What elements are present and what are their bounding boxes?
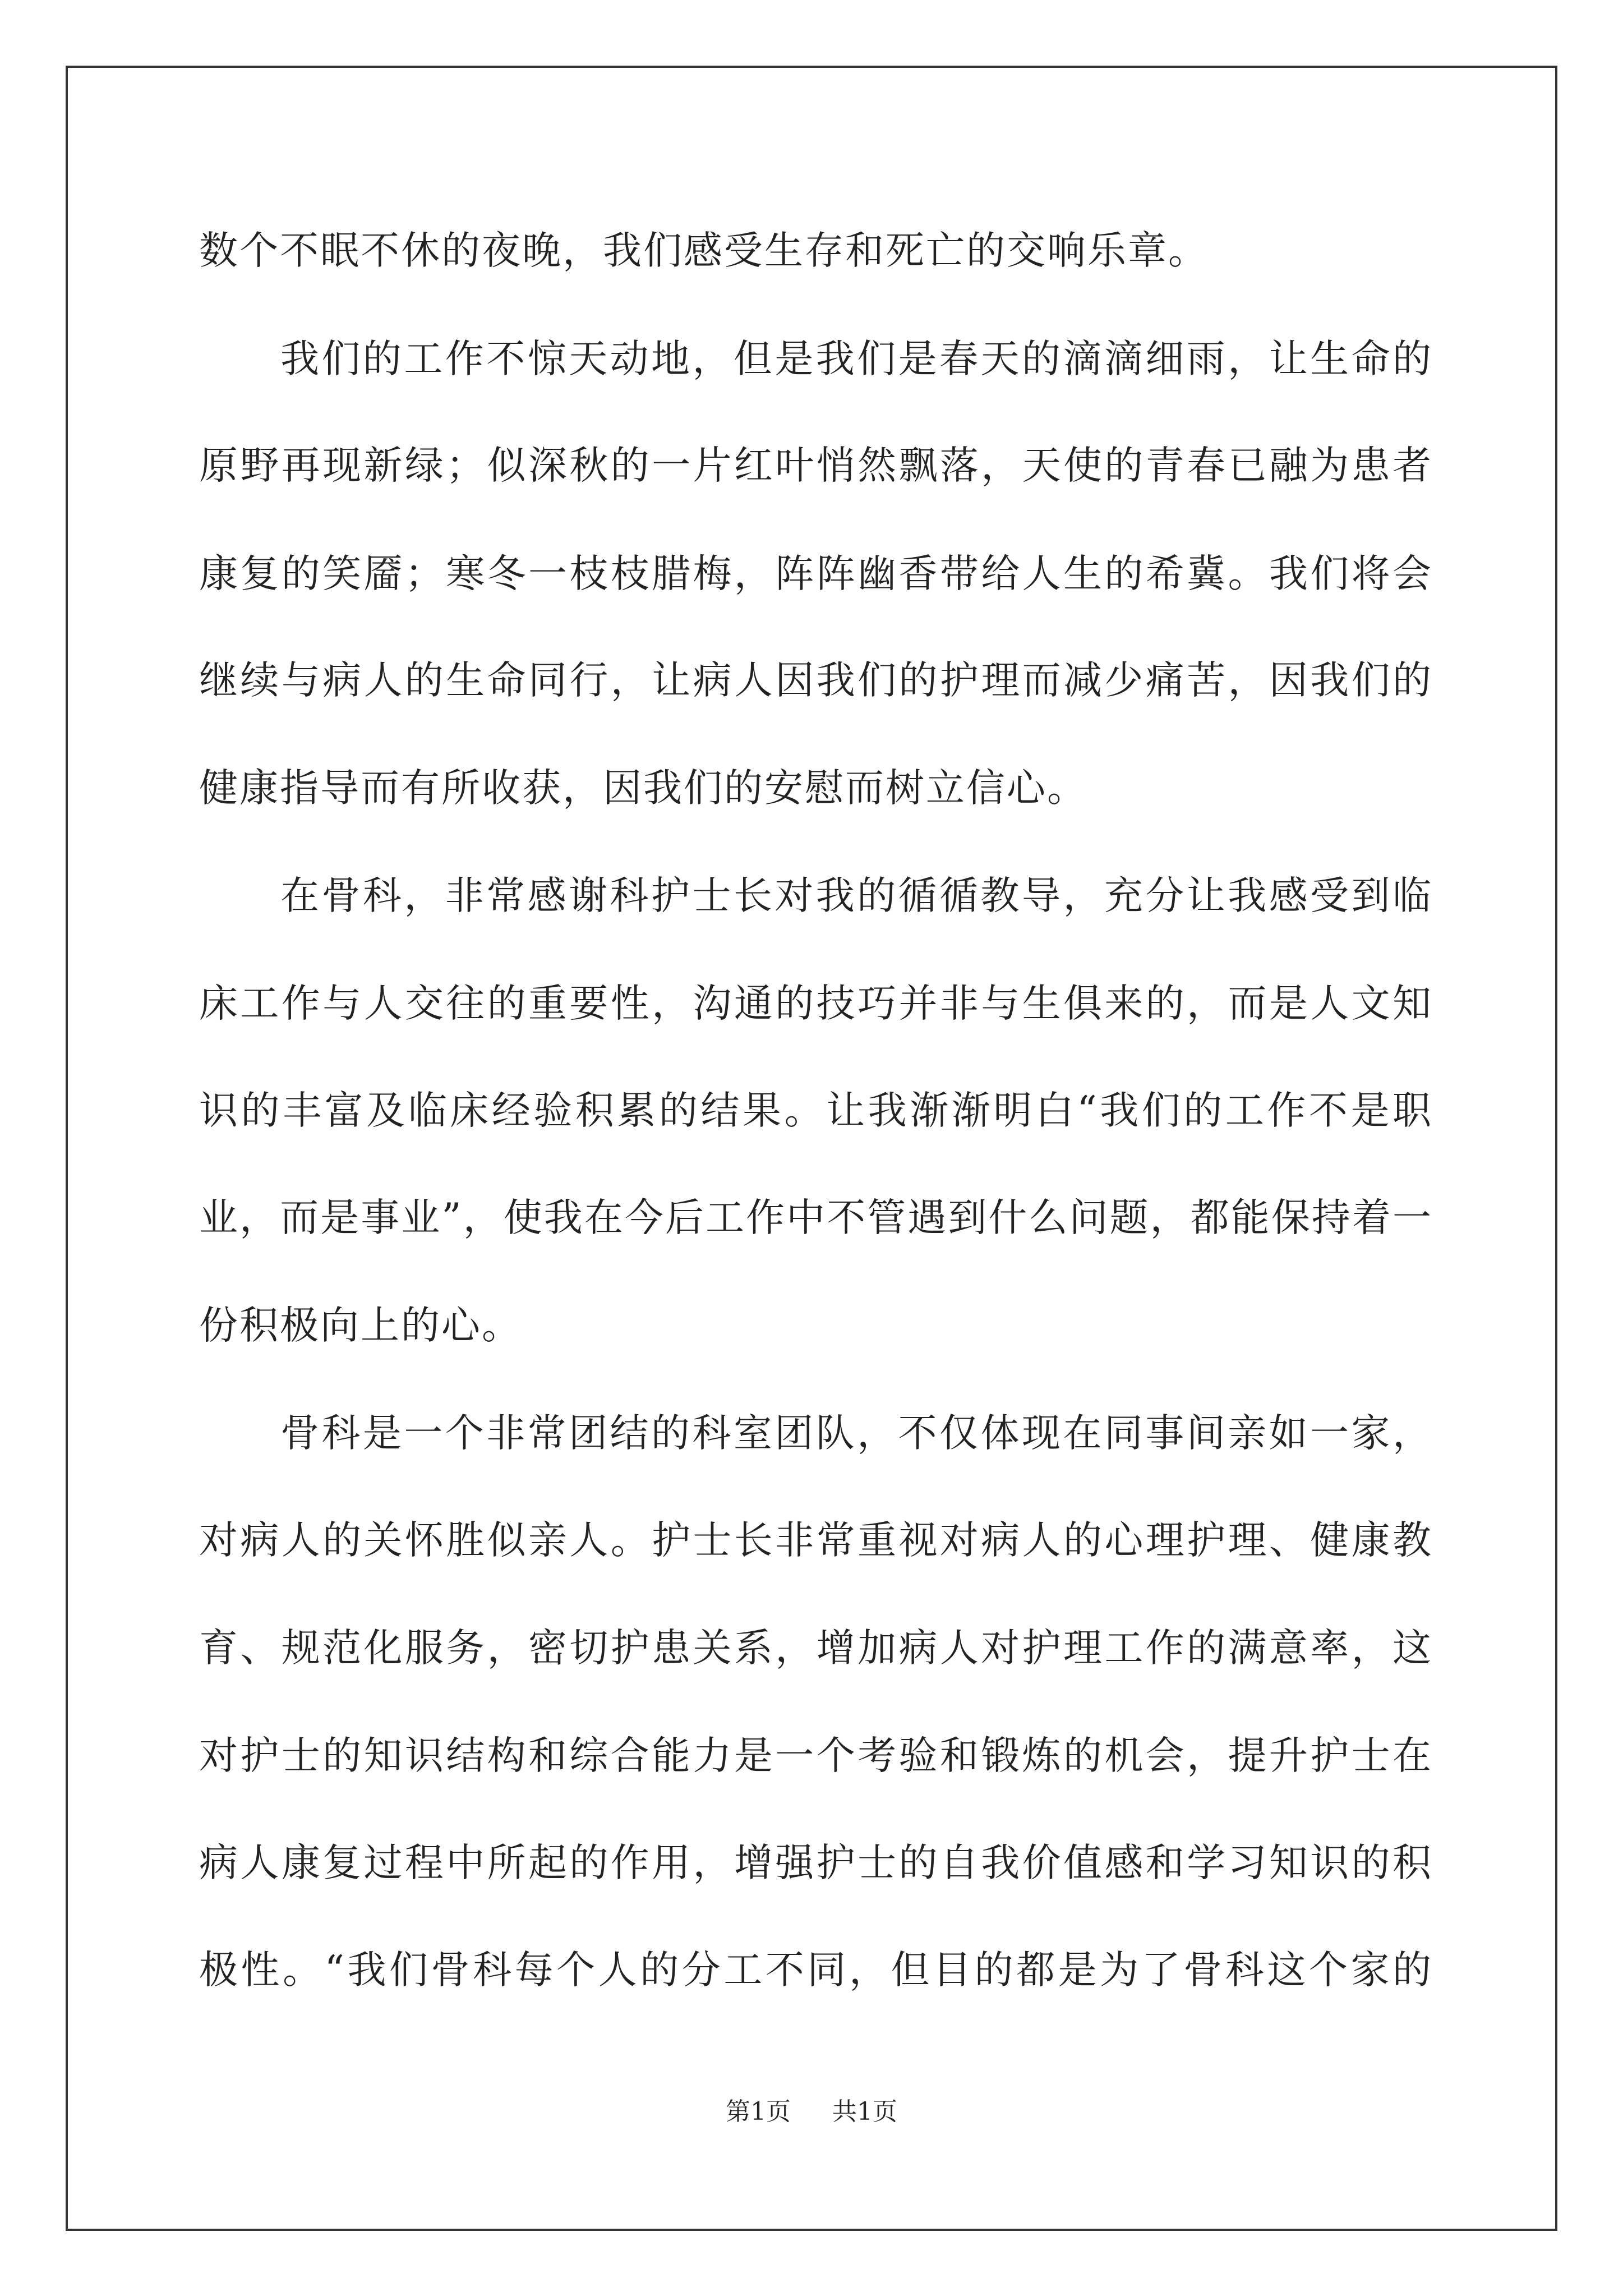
paragraph-2-line-2: 原野再现新绿；似深秋的一片红叶悄然飘落，天使的青春已融为患者 bbox=[199, 443, 1433, 488]
page-number: 第1页 bbox=[726, 2097, 791, 2126]
paragraph-2-line-3: 康复的笑靥；寒冬一枝枝腊梅，阵阵幽香带给人生的希冀。我们将会 bbox=[199, 551, 1433, 596]
paragraph-4-line-2: 对病人的关怀胜似亲人。护士长非常重视对病人的心理护理、健康教 bbox=[199, 1518, 1433, 1563]
paragraph-3-line-4: 业，而是事业”，使我在今后工作中不管遇到什么问题，都能保持着一 bbox=[199, 1195, 1433, 1240]
paragraph-4-line-5: 病人康复过程中所起的作用，增强护士的自我价值感和学习知识的积 bbox=[199, 1841, 1433, 1885]
paragraph-2-line-4: 继续与病人的生命同行，让病人因我们的护理而减少痛苦，因我们的 bbox=[199, 658, 1433, 703]
paragraph-3-line-1: 在骨科，非常感谢科护士长对我的循循教导，充分让我感受到临 bbox=[280, 873, 1433, 918]
paragraph-2-line-1: 我们的工作不惊天动地，但是我们是春天的滴滴细雨，让生命的 bbox=[280, 337, 1433, 381]
paragraph-3-line-5: 份积极向上的心。 bbox=[199, 1303, 522, 1348]
page-total: 共1页 bbox=[832, 2097, 897, 2126]
paragraph-4-line-1: 骨科是一个非常团结的科室团队，不仅体现在同事间亲如一家， bbox=[280, 1411, 1433, 1456]
paragraph-4-line-4: 对护士的知识结构和综合能力是一个考验和锻炼的机会，提升护士在 bbox=[199, 1733, 1433, 1778]
paragraph-2-line-5: 健康指导而有所收获，因我们的安慰而树立信心。 bbox=[199, 766, 1087, 811]
paragraph-4-line-6: 极性。“我们骨科每个人的分工不同，但目的都是为了骨科这个家的 bbox=[199, 1948, 1433, 1993]
page-footer bbox=[0, 2095, 1623, 2129]
page-border bbox=[66, 66, 1557, 2231]
paragraph-3-line-2: 床工作与人交往的重要性，沟通的技巧并非与生俱来的，而是人文知 bbox=[199, 981, 1433, 1026]
paragraph-4-line-3: 育、规范化服务，密切护患关系，增加病人对护理工作的满意率，这 bbox=[199, 1626, 1433, 1671]
paragraph-1-line-1: 数个不眠不休的夜晚，我们感受生存和死亡的交响乐章。 bbox=[199, 228, 1209, 273]
paragraph-3-line-3: 识的丰富及临床经验积累的结果。让我渐渐明白“我们的工作不是职 bbox=[199, 1088, 1433, 1133]
